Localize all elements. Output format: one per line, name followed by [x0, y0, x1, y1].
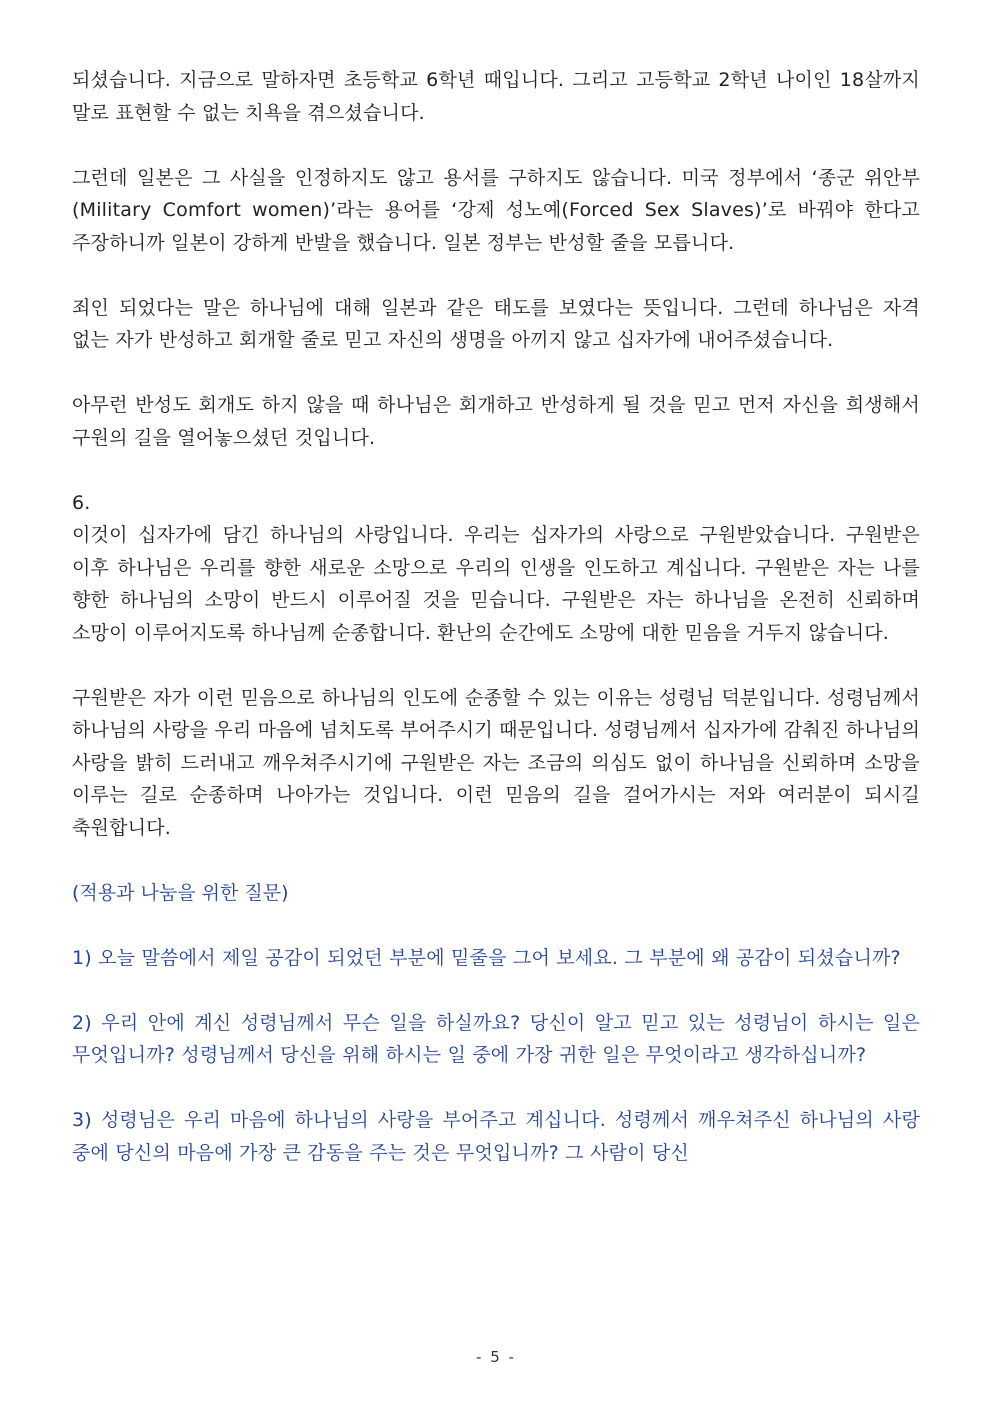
questions-heading: (적용과 나눔을 위한 질문): [72, 881, 289, 904]
body-paragraph: 아무런 반성도 회개도 하지 않을 때 하나님은 회개하고 반성하게 될 것을 믿고 먼저 자신을 희생해서 구원의 길을 열어놓으셨던 것입니다.: [72, 394, 920, 449]
page-number: - 5 -: [476, 1348, 516, 1366]
question-item: 3) 성령님은 우리 마음에 하나님의 사랑을 부어주고 계십니다. 성령께서 깨우쳐주신 하나님의 사랑 중에 당신의 마음에 가장 큰 감동을 주는 것은 무엇입니까? 그 사람이 당신: [72, 1109, 920, 1164]
section-number: 6.: [72, 491, 91, 514]
body-paragraph: 이것이 십자가에 담긴 하나님의 사랑입니다. 우리는 십자가의 사랑으로 구원받았습니다. 구원받은 이후 하나님은 우리를 향한 새로운 소망으로 우리의 인생을 인도하고 계십니다. 구원받은 자는 나를 향한 하나님의 소망이 반드시 이루어질 것을 믿습니다. 구원받은 자는 하나님을 온전히 신뢰하며 소망이 이루어지도록 하나님께 순종합니다. 환난의 순간에도 소망에 대한 믿음을 거두지 않습니다.: [72, 524, 920, 644]
body-paragraph: 죄인 되었다는 말은 하나님에 대해 일본과 같은 태도를 보였다는 뜻입니다. 그런데 하나님은 자격 없는 자가 반성하고 회개할 줄로 믿고 자신의 생명을 아끼지 않고 십자가에 내어주셨습니다.: [72, 296, 920, 351]
body-paragraph: 되셨습니다. 지금으로 말하자면 초등학교 6학년 때입니다. 그리고 고등학교 2학년 나이인 18살까지 말로 표현할 수 없는 치욕을 겪으셨습니다.: [72, 69, 920, 124]
body-paragraph: 구원받은 자가 이런 믿음으로 하나님의 인도에 순종할 수 있는 이유는 성령님 덕분입니다. 성령님께서 하나님의 사랑을 우리 마음에 넘치도록 부어주시기 때문입니다. 성령님께서 십자가에 감춰진 하나님의 사랑을 밝히 드러내고 깨우쳐주시기에 구원받은 자는 조금의 의심도 없이 하나님을 신뢰하며 소망을 이루는 길로 순종하며 나아가는 것입니다. 이런 믿음의 길을 걸어가시는 저와 여러분이 되시길 축원합니다.: [72, 686, 920, 839]
page-content: [72, 64, 920, 1169]
question-item: 2) 우리 안에 계신 성령님께서 무슨 일을 하실까요? 당신이 알고 믿고 있는 성령님이 하시는 일은 무엇입니까? 성령님께서 당신을 위해 하시는 일 중에 가장 귀한 일은 무엇이라고 생각하십니까?: [72, 1011, 920, 1066]
question-item: 1) 오늘 말씀에서 제일 공감이 되었던 부분에 밑줄을 그어 보세요. 그 부분에 왜 공감이 되셨습니까?: [72, 946, 901, 969]
body-paragraph: 그런데 일본은 그 사실을 인정하지도 않고 용서를 구하지도 않습니다. 미국 정부에서 ‘종군 위안부(Military Comfort women)’라는 용어를 ‘강제 성노예(Forced Sex Slaves)’로 바꿔야 한다고 주장하니까 일본이 강하게 반발을 했습니다. 일본 정부는 반성할 줄을 모릅니다.: [72, 166, 920, 254]
